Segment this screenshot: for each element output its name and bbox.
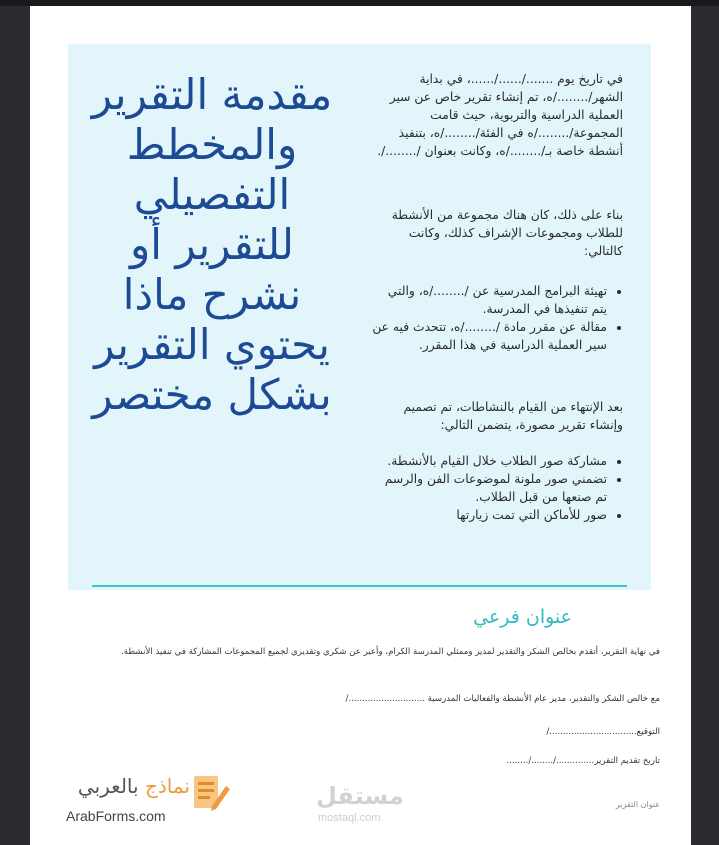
paragraph-text: في تاريخ يوم ......./....../......، في بداية الشهر/......../ه، تم إنشاء تقرير خاص عن سير العملية الدراسية والتربوية، حيث قامت المجموعة/......../ه في الفئة/......../ه، بتنفيذ أنشطة خاصة بـ/......../ه، وكانت بعنوان /......../. (377, 72, 623, 158)
list-item: • مقالة عن مقرر مادة /......../ه، تتحدث فيه عن سير العملية الدراسية في هذا المقرر. (370, 318, 607, 354)
section-divider (92, 585, 627, 587)
paragraph-text: بناء على ذلك، كان هناك مجموعة من الأنشطة للطلاب ومجموعات الإشراف كذلك، وكانت كالتالي: (391, 208, 623, 258)
list-item: • تهيئة البرامج المدرسية عن /......../ه، والتي يتم تنفيذها في المدرسة. (370, 282, 607, 318)
list-item: • تضمني صور ملونة لموضوعات الفن والرسم تم صنعها من قبل الطلاب. (370, 470, 607, 506)
page-footer: عنوان التقرير (615, 800, 660, 809)
closing-paragraph: في نهاية التقرير، أتقدم بخالص الشكر والتقدير لمدير وممثلي المدرسة الكرام، وأعبر عن شكري وتقديري لجميع المجموعات المشاركة في تنفيذ الأنشطة. (121, 647, 660, 657)
wordmark-part: نماذج (144, 774, 190, 798)
mostaql-watermark (312, 784, 412, 830)
arabforms-url: ArabForms.com (66, 808, 166, 824)
subheading: عنوان فرعي (473, 606, 572, 628)
document-pencil-icon (192, 772, 232, 816)
list-item: • مشاركة صور الطلاب خلال القيام بالأنشطة. (370, 452, 607, 470)
date-line: تاريخ تقديم التقرير............../......../........ (506, 756, 660, 766)
arabforms-arabic-wordmark (78, 774, 190, 798)
report-contents-list (370, 452, 623, 524)
paragraph-text: بعد الإنتهاء من القيام بالنشاطات، تم تصميم وإنشاء تقرير مصورة، يتضمن التالي: (403, 400, 623, 432)
intro-paragraph-2 (370, 206, 623, 260)
arabforms-logo (60, 770, 240, 830)
activities-list (370, 282, 623, 354)
mostaql-url: mostaql.com (318, 812, 381, 824)
wordmark-part: بالعربي (77, 774, 139, 798)
list-item: • صور للأماكن التي تمت زيارتها (370, 506, 607, 524)
intro-title: مقدمة التقرير والمخطط التفصيلي للتقرير أو نشرح ماذا يحتوي التقرير بشكل مختصر (91, 70, 333, 419)
intro-paragraph-1 (370, 70, 623, 160)
signature-line: التوقيع................................/ (546, 727, 660, 737)
intro-paragraph-3 (370, 398, 623, 434)
thanks-line: مع خالص الشكر والتقدير، مدير عام الأنشطة والفعاليات المدرسية ............................/ (345, 694, 660, 704)
mostaql-arabic-wordmark: مستقل (316, 782, 404, 810)
